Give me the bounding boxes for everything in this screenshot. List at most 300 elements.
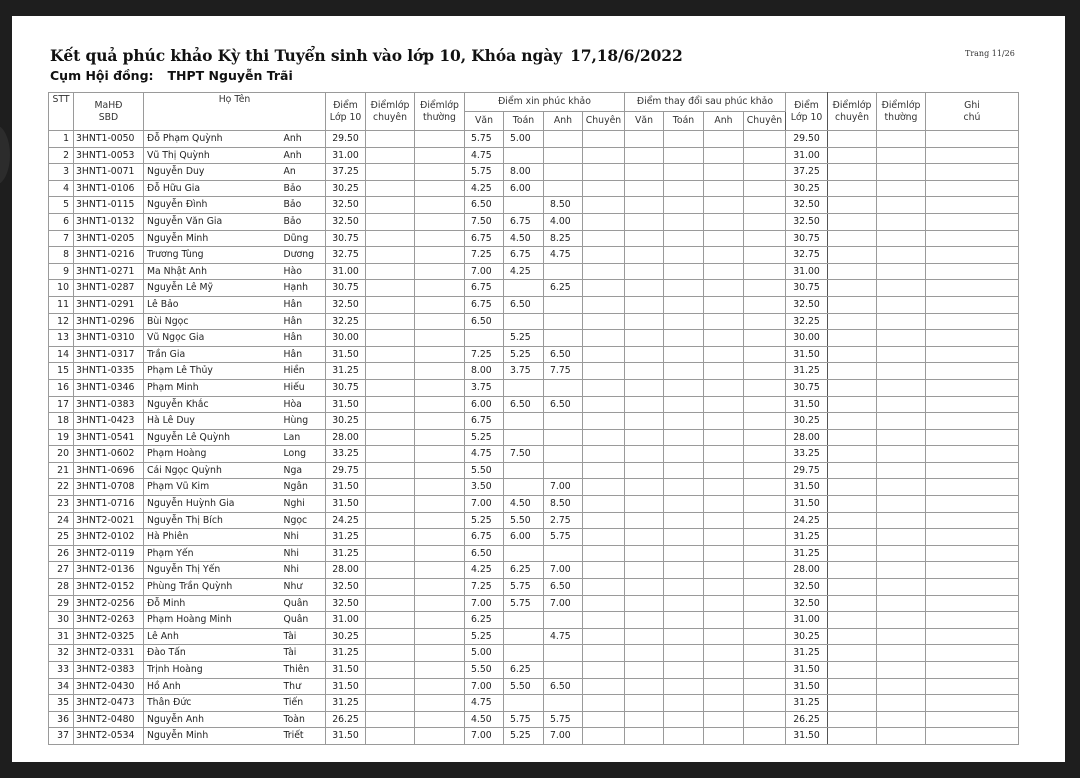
row-stt: 20 xyxy=(49,446,74,463)
row-req-chuyen xyxy=(583,379,625,396)
row-notes xyxy=(926,313,1019,330)
row-chg-anh xyxy=(704,512,744,529)
row-surname: Phạm Vũ Kim xyxy=(144,479,281,496)
row-req-toan: 5.75 xyxy=(504,711,544,728)
row-stt: 32 xyxy=(49,645,74,662)
row-regular xyxy=(415,164,465,181)
row-code: 3HNT2-0383 xyxy=(74,662,144,679)
row-chg-anh xyxy=(704,628,744,645)
row-surname: Phạm Minh xyxy=(144,379,281,396)
header-changed-group: Điểm thay đổi sau phúc khảo xyxy=(625,93,786,112)
header-chg-chuyen: Chuyên xyxy=(744,112,786,131)
row-req-chuyen xyxy=(583,529,625,546)
row-code: 3HNT1-0115 xyxy=(74,197,144,214)
row-req-chuyen xyxy=(583,363,625,380)
row-chg-van xyxy=(625,180,664,197)
row-code: 3HNT1-0296 xyxy=(74,313,144,330)
row-chg-toan xyxy=(664,462,704,479)
row-chg-van xyxy=(625,446,664,463)
row-req-toan: 6.25 xyxy=(504,562,544,579)
row-code: 3HNT1-0053 xyxy=(74,147,144,164)
header-chg-toan: Toán xyxy=(664,112,704,131)
row-surname: Nguyễn Anh xyxy=(144,711,281,728)
document-page xyxy=(12,16,1065,762)
row-score-lop10: 31.00 xyxy=(326,147,366,164)
row-notes xyxy=(926,628,1019,645)
row-chg-toan xyxy=(664,579,704,596)
row-chg-anh xyxy=(704,180,744,197)
row-req-anh xyxy=(544,645,583,662)
row-chg-toan xyxy=(664,612,704,629)
table-row xyxy=(49,496,1019,513)
row-chg-van xyxy=(625,462,664,479)
row-score-lop10: 32.50 xyxy=(326,197,366,214)
row-chg-toan xyxy=(664,479,704,496)
row-chg-toan xyxy=(664,396,704,413)
row-regular xyxy=(415,429,465,446)
row-req-toan xyxy=(504,429,544,446)
row-req-van: 8.00 xyxy=(465,363,504,380)
row-chg-chuyen xyxy=(744,379,786,396)
row-req-toan xyxy=(504,280,544,297)
row-specialized xyxy=(366,662,415,679)
header-final-specialized xyxy=(828,93,877,131)
row-req-chuyen xyxy=(583,562,625,579)
row-surname: Đỗ Minh xyxy=(144,595,281,612)
row-surname: Nguyễn Lê Mỹ xyxy=(144,280,281,297)
row-chg-van xyxy=(625,296,664,313)
row-notes xyxy=(926,413,1019,430)
row-chg-van xyxy=(625,197,664,214)
row-code: 3HNT1-0696 xyxy=(74,462,144,479)
row-chg-anh xyxy=(704,695,744,712)
row-final-score: 31.50 xyxy=(786,396,828,413)
row-chg-toan xyxy=(664,247,704,264)
row-req-toan xyxy=(504,628,544,645)
header-final-regular xyxy=(877,93,926,131)
row-req-toan: 4.25 xyxy=(504,263,544,280)
row-chg-toan xyxy=(664,263,704,280)
row-regular xyxy=(415,645,465,662)
table-row xyxy=(49,180,1019,197)
row-final-score: 32.25 xyxy=(786,313,828,330)
row-req-chuyen xyxy=(583,247,625,264)
row-chg-van xyxy=(625,728,664,745)
header-requested-group: Điểm xin phúc khảo xyxy=(465,93,625,112)
header-req-chuyen: Chuyên xyxy=(583,112,625,131)
row-code: 3HNT1-0132 xyxy=(74,213,144,230)
row-notes xyxy=(926,529,1019,546)
row-chg-anh xyxy=(704,164,744,181)
row-chg-chuyen xyxy=(744,247,786,264)
row-chg-van xyxy=(625,263,664,280)
row-code: 3HNT1-0205 xyxy=(74,230,144,247)
row-req-chuyen xyxy=(583,230,625,247)
row-notes xyxy=(926,247,1019,264)
row-chg-anh xyxy=(704,479,744,496)
table-row xyxy=(49,678,1019,695)
row-chg-toan xyxy=(664,512,704,529)
row-chg-toan xyxy=(664,164,704,181)
row-req-chuyen xyxy=(583,695,625,712)
row-surname: Đào Tấn xyxy=(144,645,281,662)
row-chg-van xyxy=(625,230,664,247)
row-chg-anh xyxy=(704,296,744,313)
header-stt: STT xyxy=(49,93,74,131)
row-regular xyxy=(415,379,465,396)
row-given-name: Hân xyxy=(281,330,326,347)
table-row xyxy=(49,579,1019,596)
row-chg-toan xyxy=(664,230,704,247)
row-chg-anh xyxy=(704,545,744,562)
row-chg-chuyen xyxy=(744,213,786,230)
row-regular xyxy=(415,612,465,629)
row-final-regular xyxy=(877,213,926,230)
row-code: 3HNT2-0534 xyxy=(74,728,144,745)
row-regular xyxy=(415,579,465,596)
row-chg-anh xyxy=(704,330,744,347)
row-req-van: 7.00 xyxy=(465,728,504,745)
row-stt: 31 xyxy=(49,628,74,645)
row-req-anh xyxy=(544,695,583,712)
row-req-chuyen xyxy=(583,263,625,280)
row-req-chuyen xyxy=(583,131,625,148)
row-final-specialized xyxy=(828,396,877,413)
row-final-regular xyxy=(877,496,926,513)
row-final-score: 37.25 xyxy=(786,164,828,181)
row-specialized xyxy=(366,197,415,214)
row-score-lop10: 30.25 xyxy=(326,413,366,430)
header-specialized-line1: Điểmlớp xyxy=(370,99,410,111)
row-specialized xyxy=(366,728,415,745)
header-specialized xyxy=(366,93,415,131)
row-chg-toan xyxy=(664,131,704,148)
row-final-specialized xyxy=(828,280,877,297)
row-surname: Lê Bảo xyxy=(144,296,281,313)
header-score xyxy=(326,93,366,131)
row-regular xyxy=(415,496,465,513)
row-stt: 7 xyxy=(49,230,74,247)
row-final-score: 31.50 xyxy=(786,662,828,679)
row-final-regular xyxy=(877,263,926,280)
row-final-score: 31.25 xyxy=(786,645,828,662)
row-chg-chuyen xyxy=(744,263,786,280)
row-code: 3HNT1-0708 xyxy=(74,479,144,496)
row-code: 3HNT1-0716 xyxy=(74,496,144,513)
table-row xyxy=(49,379,1019,396)
row-given-name: Quân xyxy=(281,595,326,612)
table-row xyxy=(49,446,1019,463)
row-notes xyxy=(926,711,1019,728)
row-req-anh xyxy=(544,131,583,148)
row-chg-van xyxy=(625,379,664,396)
row-chg-van xyxy=(625,479,664,496)
row-regular xyxy=(415,247,465,264)
row-surname: Nguyễn Đình xyxy=(144,197,281,214)
table-row xyxy=(49,346,1019,363)
row-chg-van xyxy=(625,164,664,181)
row-final-specialized xyxy=(828,330,877,347)
row-req-toan xyxy=(504,612,544,629)
row-final-regular xyxy=(877,446,926,463)
row-final-specialized xyxy=(828,263,877,280)
row-given-name: Nhi xyxy=(281,529,326,546)
row-regular xyxy=(415,296,465,313)
row-given-name: Triết xyxy=(281,728,326,745)
row-regular xyxy=(415,213,465,230)
row-score-lop10: 33.25 xyxy=(326,446,366,463)
row-score-lop10: 31.00 xyxy=(326,263,366,280)
row-regular xyxy=(415,462,465,479)
row-given-name: Hùng xyxy=(281,413,326,430)
row-given-name: Dũng xyxy=(281,230,326,247)
row-given-name: Anh xyxy=(281,147,326,164)
row-req-van: 7.25 xyxy=(465,579,504,596)
row-chg-van xyxy=(625,496,664,513)
row-final-specialized xyxy=(828,363,877,380)
row-final-regular xyxy=(877,595,926,612)
row-req-toan: 6.50 xyxy=(504,296,544,313)
row-notes xyxy=(926,346,1019,363)
row-req-anh xyxy=(544,330,583,347)
row-chg-anh xyxy=(704,131,744,148)
row-given-name: An xyxy=(281,164,326,181)
row-surname: Hà Lê Duy xyxy=(144,413,281,430)
table-row xyxy=(49,595,1019,612)
row-final-specialized xyxy=(828,197,877,214)
row-code: 3HNT2-0152 xyxy=(74,579,144,596)
row-score-lop10: 31.50 xyxy=(326,346,366,363)
table-row xyxy=(49,413,1019,430)
row-req-anh: 8.50 xyxy=(544,197,583,214)
row-code: 3HNT2-0430 xyxy=(74,678,144,695)
table-row xyxy=(49,213,1019,230)
row-specialized xyxy=(366,230,415,247)
row-req-van: 6.00 xyxy=(465,396,504,413)
row-final-specialized xyxy=(828,562,877,579)
row-chg-van xyxy=(625,529,664,546)
row-req-chuyen xyxy=(583,213,625,230)
header-req-toan: Toán xyxy=(504,112,544,131)
row-req-anh: 6.50 xyxy=(544,678,583,695)
row-given-name: Hiếu xyxy=(281,379,326,396)
row-req-anh xyxy=(544,164,583,181)
row-code: 3HNT2-0021 xyxy=(74,512,144,529)
row-notes xyxy=(926,280,1019,297)
row-req-toan: 4.50 xyxy=(504,496,544,513)
row-chg-chuyen xyxy=(744,529,786,546)
row-chg-van xyxy=(625,346,664,363)
row-chg-chuyen xyxy=(744,131,786,148)
row-specialized xyxy=(366,363,415,380)
row-specialized xyxy=(366,545,415,562)
row-score-lop10: 28.00 xyxy=(326,429,366,446)
row-chg-chuyen xyxy=(744,330,786,347)
row-req-toan: 5.25 xyxy=(504,346,544,363)
row-score-lop10: 26.25 xyxy=(326,711,366,728)
row-given-name: Toàn xyxy=(281,711,326,728)
row-req-van: 4.75 xyxy=(465,147,504,164)
row-final-specialized xyxy=(828,545,877,562)
row-surname: Nguyễn Minh xyxy=(144,230,281,247)
row-specialized xyxy=(366,512,415,529)
row-chg-van xyxy=(625,313,664,330)
header-final-regular-line1: Điểmlớp xyxy=(881,99,921,111)
row-chg-van xyxy=(625,678,664,695)
row-given-name: Hạnh xyxy=(281,280,326,297)
row-score-lop10: 29.75 xyxy=(326,462,366,479)
row-chg-chuyen xyxy=(744,462,786,479)
header-regular xyxy=(415,93,465,131)
row-req-anh: 6.50 xyxy=(544,346,583,363)
row-final-score: 29.50 xyxy=(786,131,828,148)
row-regular xyxy=(415,280,465,297)
row-chg-chuyen xyxy=(744,512,786,529)
row-regular xyxy=(415,413,465,430)
row-final-regular xyxy=(877,662,926,679)
row-code: 3HNT1-0335 xyxy=(74,363,144,380)
table-row xyxy=(49,147,1019,164)
row-final-specialized xyxy=(828,645,877,662)
row-chg-chuyen xyxy=(744,197,786,214)
row-final-score: 30.75 xyxy=(786,230,828,247)
row-req-anh xyxy=(544,263,583,280)
row-given-name: Nghi xyxy=(281,496,326,513)
table-row xyxy=(49,197,1019,214)
row-stt: 27 xyxy=(49,562,74,579)
row-score-lop10: 28.00 xyxy=(326,562,366,579)
row-given-name: Bảo xyxy=(281,213,326,230)
row-chg-van xyxy=(625,213,664,230)
row-final-score: 31.50 xyxy=(786,496,828,513)
row-stt: 35 xyxy=(49,695,74,712)
row-req-anh xyxy=(544,429,583,446)
header-notes-line1: Ghi xyxy=(964,99,980,111)
row-specialized xyxy=(366,213,415,230)
row-score-lop10: 32.25 xyxy=(326,313,366,330)
row-final-score: 28.00 xyxy=(786,429,828,446)
row-req-anh xyxy=(544,379,583,396)
row-chg-chuyen xyxy=(744,230,786,247)
row-chg-anh xyxy=(704,662,744,679)
row-surname: Trần Gia xyxy=(144,346,281,363)
row-req-anh: 6.50 xyxy=(544,579,583,596)
row-notes xyxy=(926,197,1019,214)
row-stt: 3 xyxy=(49,164,74,181)
row-chg-van xyxy=(625,579,664,596)
row-chg-toan xyxy=(664,147,704,164)
row-stt: 2 xyxy=(49,147,74,164)
row-req-anh: 7.00 xyxy=(544,595,583,612)
row-final-specialized xyxy=(828,379,877,396)
header-final-specialized-line2: chuyên xyxy=(834,111,869,123)
row-chg-chuyen xyxy=(744,446,786,463)
row-notes xyxy=(926,678,1019,695)
row-surname: Nguyễn Văn Gia xyxy=(144,213,281,230)
row-final-score: 33.25 xyxy=(786,446,828,463)
row-final-score: 30.75 xyxy=(786,280,828,297)
row-specialized xyxy=(366,180,415,197)
row-surname: Bùi Ngọc xyxy=(144,313,281,330)
row-req-chuyen xyxy=(583,479,625,496)
row-final-specialized xyxy=(828,695,877,712)
row-chg-toan xyxy=(664,545,704,562)
row-req-anh xyxy=(544,545,583,562)
row-score-lop10: 31.25 xyxy=(326,529,366,546)
row-chg-van xyxy=(625,131,664,148)
row-specialized xyxy=(366,263,415,280)
row-given-name: Ngân xyxy=(281,479,326,496)
row-stt: 37 xyxy=(49,728,74,745)
table-row xyxy=(49,479,1019,496)
row-chg-anh xyxy=(704,346,744,363)
row-final-specialized xyxy=(828,529,877,546)
row-chg-anh xyxy=(704,379,744,396)
row-stt: 4 xyxy=(49,180,74,197)
page-indicator: Trang 11/26 xyxy=(965,49,1015,58)
row-final-score: 28.00 xyxy=(786,562,828,579)
table-row xyxy=(49,131,1019,148)
table-row xyxy=(49,562,1019,579)
row-specialized xyxy=(366,131,415,148)
row-chg-toan xyxy=(664,413,704,430)
row-score-lop10: 31.25 xyxy=(326,545,366,562)
row-specialized xyxy=(366,529,415,546)
row-notes xyxy=(926,479,1019,496)
row-final-score: 30.75 xyxy=(786,379,828,396)
row-chg-toan xyxy=(664,446,704,463)
row-chg-toan xyxy=(664,595,704,612)
header-name: Họ Tên xyxy=(144,93,326,131)
row-code: 3HNT2-0263 xyxy=(74,612,144,629)
row-regular xyxy=(415,479,465,496)
row-chg-van xyxy=(625,545,664,562)
row-req-toan xyxy=(504,645,544,662)
row-chg-anh xyxy=(704,213,744,230)
row-given-name: Dương xyxy=(281,247,326,264)
row-regular xyxy=(415,180,465,197)
table-row xyxy=(49,645,1019,662)
row-code: 3HNT2-0119 xyxy=(74,545,144,562)
row-req-toan: 6.25 xyxy=(504,662,544,679)
row-surname: Nguyễn Thị Bích xyxy=(144,512,281,529)
row-surname: Nguyễn Thị Yến xyxy=(144,562,281,579)
row-regular xyxy=(415,512,465,529)
row-chg-chuyen xyxy=(744,180,786,197)
row-chg-van xyxy=(625,512,664,529)
row-notes xyxy=(926,263,1019,280)
row-score-lop10: 31.50 xyxy=(326,728,366,745)
row-regular xyxy=(415,263,465,280)
row-notes xyxy=(926,595,1019,612)
row-regular xyxy=(415,595,465,612)
row-final-regular xyxy=(877,379,926,396)
row-req-toan: 5.50 xyxy=(504,512,544,529)
row-code: 3HNT1-0423 xyxy=(74,413,144,430)
row-chg-anh xyxy=(704,728,744,745)
row-surname: Vũ Ngọc Gia xyxy=(144,330,281,347)
row-given-name: Như xyxy=(281,579,326,596)
row-final-specialized xyxy=(828,131,877,148)
row-final-regular xyxy=(877,429,926,446)
row-final-score: 32.50 xyxy=(786,213,828,230)
row-code: 3HNT2-0325 xyxy=(74,628,144,645)
table-row xyxy=(49,711,1019,728)
row-req-anh xyxy=(544,147,583,164)
row-final-regular xyxy=(877,645,926,662)
header-final-specialized-line1: Điểmlớp xyxy=(832,99,872,111)
row-chg-toan xyxy=(664,313,704,330)
